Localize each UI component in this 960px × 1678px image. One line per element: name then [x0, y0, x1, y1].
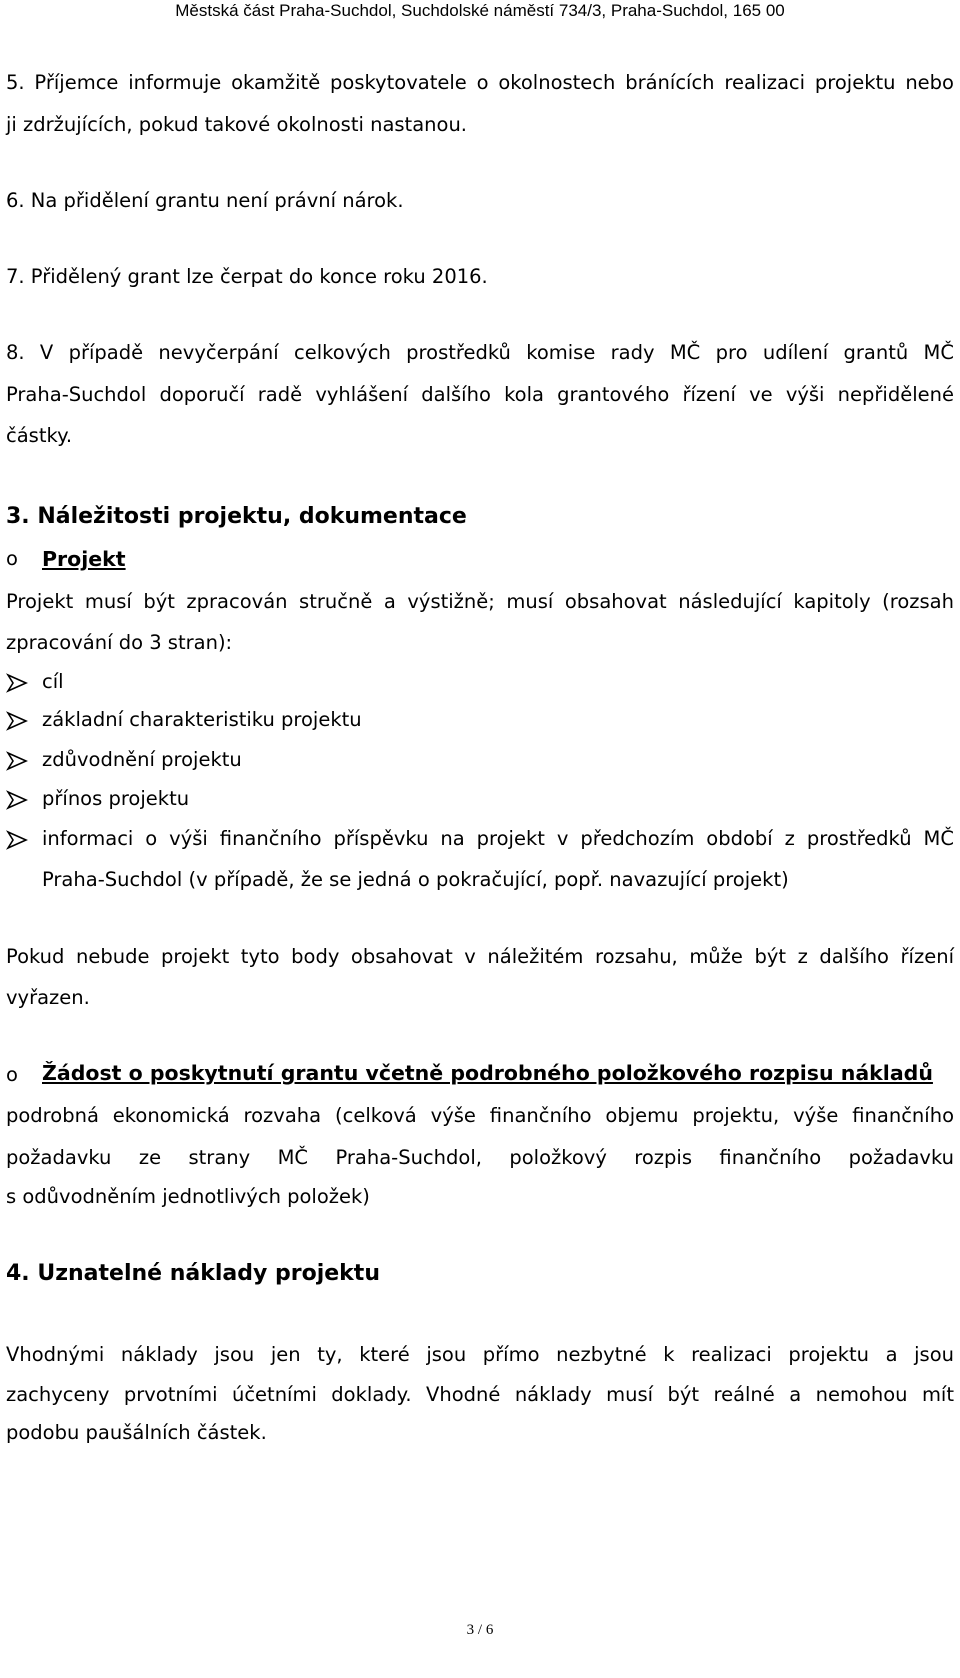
list-item: cíl — [42, 670, 64, 693]
arrowhead-bullet-icon — [6, 789, 28, 811]
list-item: informaci o výši finančního příspěvku na projekt v předchozím období z prostředků MČ — [42, 827, 954, 850]
zadost-subheading: Žádost o poskytnutí grantu včetně podrobného položkového rozpisu nákladů — [42, 1061, 933, 1085]
point-8-line-3: částky. — [6, 424, 73, 447]
point-7: 7. Přidělený grant lze čerpat do konce roku 2016. — [6, 265, 488, 288]
list-item-continuation: Praha-Suchdol (v případě, že se jedná o pokračující, popř. navazující projekt) — [42, 868, 789, 891]
zadost-line-3: s odůvodněním jednotlivých položek) — [6, 1185, 370, 1208]
point-8-line-1: 8. V případě nevyčerpání celkových prostředků komise rady MČ pro udílení grantů MČ — [6, 341, 954, 364]
section-4-heading: 4. Uznatelné náklady projektu — [6, 1261, 380, 1286]
projekt-subheading: Projekt — [42, 547, 126, 571]
zadost-line-1: podrobná ekonomická rozvaha (celková výše finančního objemu projektu, výše finančního — [6, 1104, 954, 1127]
arrowhead-bullet-icon — [6, 829, 28, 851]
circle-bullet-icon: o — [6, 1063, 18, 1086]
arrowhead-bullet-icon — [6, 750, 28, 772]
section-4-line-3: podobu paušálních částek. — [6, 1421, 267, 1444]
projekt-intro-line-1: Projekt musí být zpracován stručně a výstižně; musí obsahovat následující kapitoly (rozsah — [6, 590, 954, 613]
section-4-line-2: zachyceny prvotními účetními doklady. Vhodné náklady musí být reálné a nemohou mít — [6, 1383, 954, 1406]
point-5-line-1: 5. Příjemce informuje okamžitě poskytovatele o okolnostech bránících realizaci projektu nebo — [6, 71, 954, 94]
section-3-heading: 3. Náležitosti projektu, dokumentace — [6, 504, 467, 529]
arrowhead-bullet-icon — [6, 672, 28, 694]
list-item: zdůvodnění projektu — [42, 748, 242, 771]
zadost-line-2: požadavku ze strany MČ Praha-Suchdol, položkový rozpis finančního požadavku — [6, 1146, 954, 1169]
page-header: Městská část Praha-Suchdol, Suchdolské náměstí 734/3, Praha-Suchdol, 165 00 — [175, 1, 785, 20]
arrowhead-bullet-icon — [6, 710, 28, 732]
point-5-line-2: ji zdržujících, pokud takové okolnosti nastanou. — [6, 113, 468, 136]
list-item: přínos projektu — [42, 787, 190, 810]
warning-line-1: Pokud nebude projekt tyto body obsahovat v náležitém rozsahu, může být z dalšího řízení — [6, 945, 954, 968]
list-item: základní charakteristiku projektu — [42, 708, 362, 731]
warning-line-2: vyřazen. — [6, 986, 90, 1009]
point-8-line-2: Praha-Suchdol doporučí radě vyhlášení dalšího kola grantového řízení ve výši nepřidělené — [6, 383, 954, 406]
circle-bullet-icon: o — [6, 547, 18, 570]
point-6: 6. Na přidělení grantu není právní nárok. — [6, 189, 404, 212]
projekt-intro-line-2: zpracování do 3 stran): — [6, 631, 233, 654]
section-4-line-1: Vhodnými náklady jsou jen ty, které jsou přímo nezbytné k realizaci projektu a jsou — [6, 1343, 954, 1366]
page-number: 3 / 6 — [466, 1622, 494, 1638]
